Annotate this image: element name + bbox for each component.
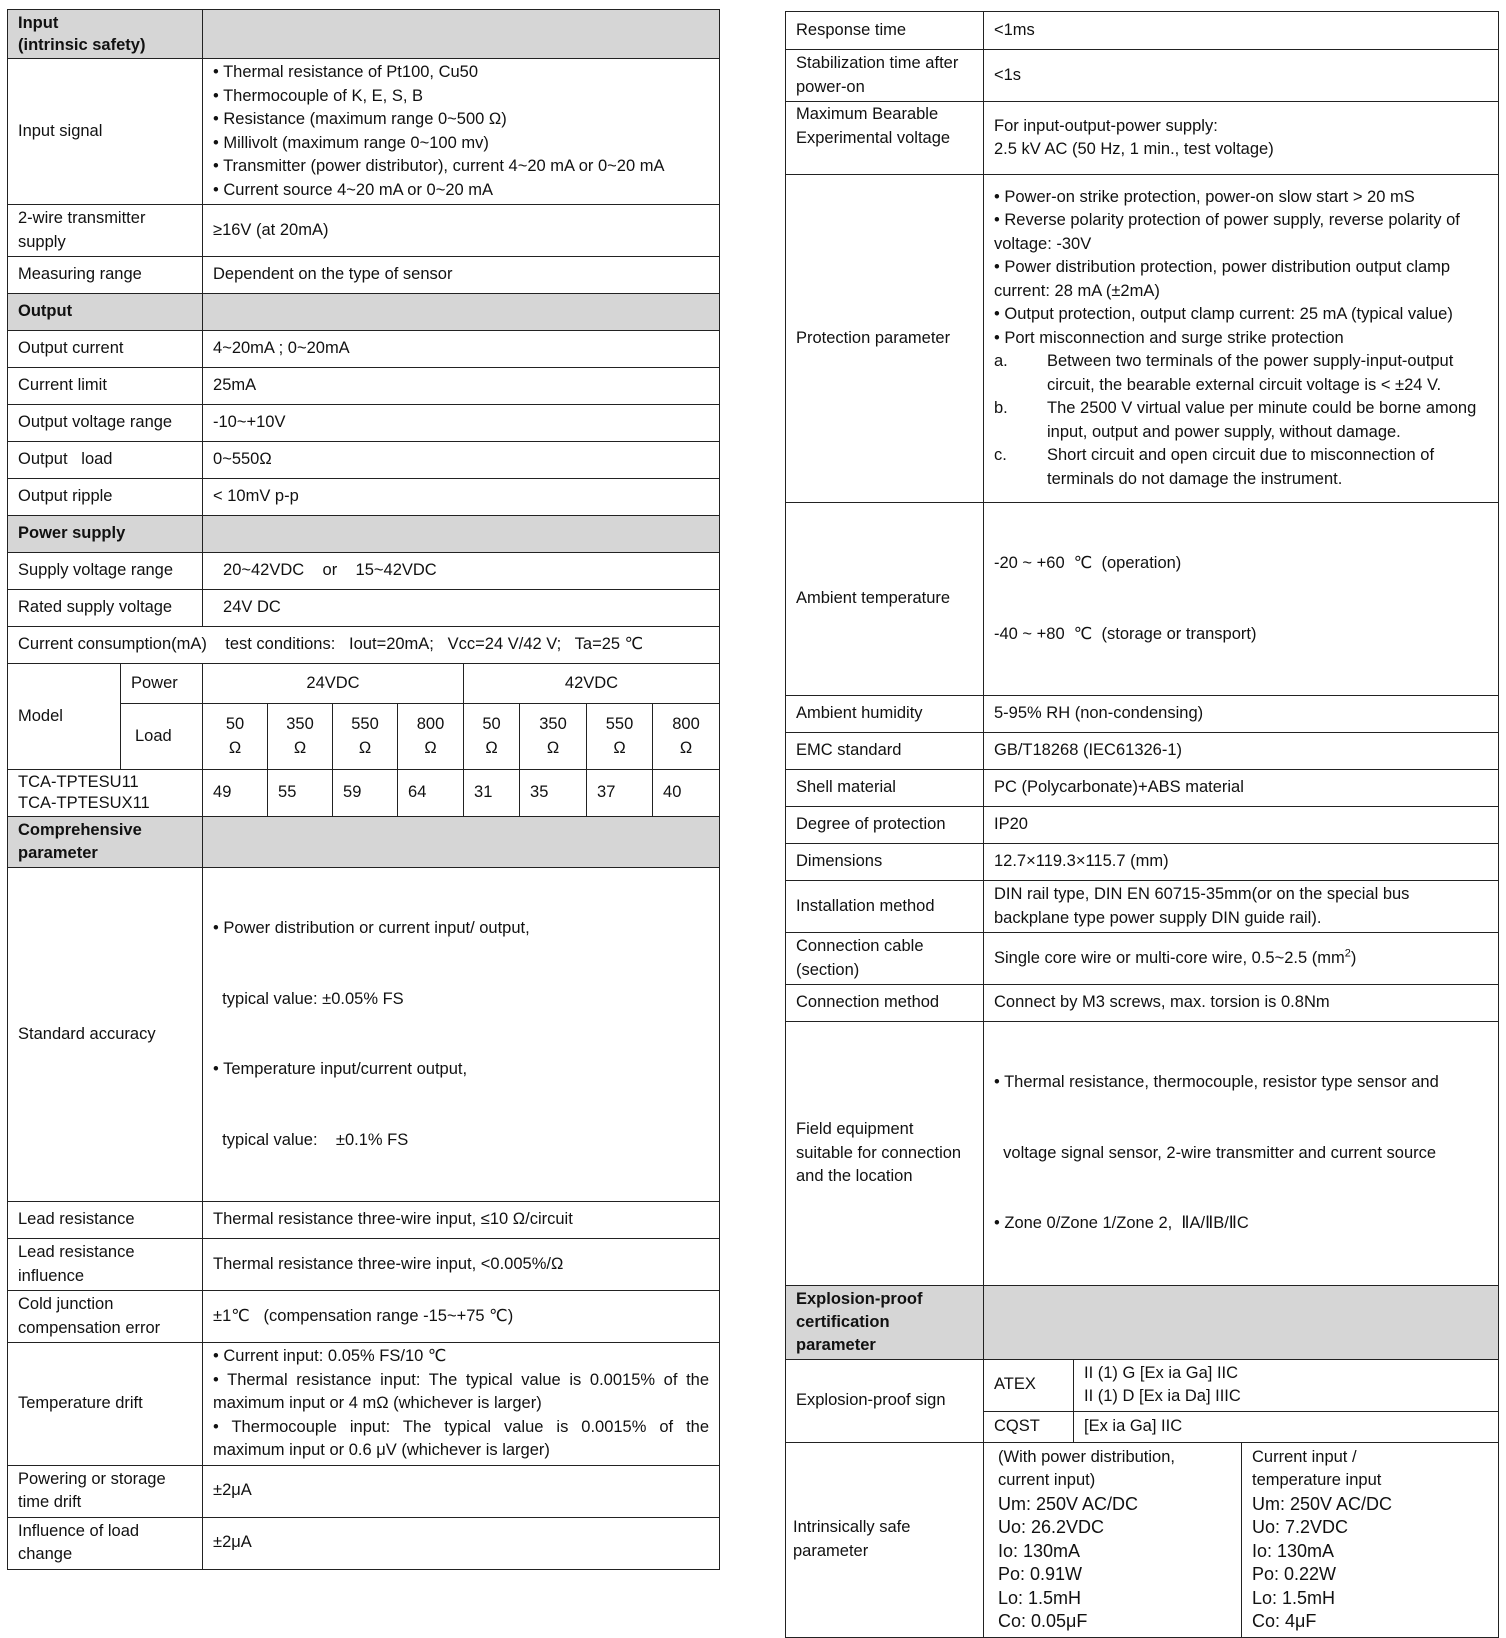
ex-sign-label: Explosion-proof sign (786, 1359, 984, 1442)
accuracy-line: • Temperature input/current output, (213, 1060, 468, 1078)
output-load-value: 0~550Ω (203, 442, 720, 479)
measuring-value: Dependent on the type of sensor (203, 257, 720, 294)
load-cell: 350 Ω (268, 704, 333, 770)
prot-line: • Power-on strike protection, power-on slow start > 20 mS (994, 187, 1415, 206)
output-header: Output (8, 294, 203, 331)
is-line: Lo: 1.5mH (998, 1587, 1082, 1608)
rated-label: Rated supply voltage (8, 590, 203, 627)
prot-sub-text: Short circuit and open circuit due to misconnection of terminals do not damage the instrument. (1047, 446, 1435, 488)
field-line: • Zone 0/Zone 1/Zone 2, ⅡA/ⅡB/ⅡC (994, 1214, 1249, 1232)
bear-line: For input-output-power supply: (994, 116, 1218, 135)
install-value: DIN rail type, DIN EN 60715-35mm(or on the special bus backplane type power supply DIN guide rail). (984, 881, 1499, 933)
accuracy-line: typical value: ±0.1% FS (213, 1130, 409, 1149)
consumption-value: 37 (587, 770, 653, 817)
atex-value (1074, 1359, 1499, 1411)
prot-sub-text: The 2500 V virtual value per minute could be borne among input, output and power supply, without damage. (1047, 399, 1477, 441)
ex-header: Explosion-proof certification parameter (786, 1285, 984, 1359)
is-line: Co: 4μF (1252, 1611, 1317, 1631)
load-infl-label: Influence of load change (8, 1517, 203, 1569)
is-line: (With power distribution, (998, 1447, 1175, 1466)
cable-label: Connection cable (section) (786, 933, 984, 985)
is-line: Um: 250V AC/DC (998, 1493, 1139, 1514)
consumption-value: 40 (653, 770, 720, 817)
bear-line: 2.5 kV AC (50 Hz, 1 min., test voltage) (994, 140, 1274, 158)
left-spec-table (7, 9, 720, 1570)
shell-label: Shell material (786, 770, 984, 807)
load-cell: 350 Ω (520, 704, 587, 770)
right-spec-table (785, 11, 1499, 1638)
current-limit-value: 25mA (203, 368, 720, 405)
humidity-label: Ambient humidity (786, 696, 984, 733)
is-line: current input) (998, 1471, 1096, 1489)
field-line: • Thermal resistance, thermocouple, resistor type sensor and (994, 1073, 1439, 1091)
field-list (984, 1022, 1499, 1286)
input-header: Input (intrinsic safety) (8, 10, 203, 59)
ip-value: IP20 (984, 807, 1499, 844)
rated-value: 24V DC (203, 590, 720, 627)
consumption-value: 49 (203, 770, 268, 817)
input-signal-item: • Thermocouple of K, E, S, B (213, 86, 424, 105)
emc-value: GB/T18268 (IEC61326-1) (984, 733, 1499, 770)
conn-label: Connection method (786, 985, 984, 1022)
drift-list (203, 1343, 720, 1466)
comp-header-blank (203, 817, 720, 868)
lead-infl-value: Thermal resistance three-wire input, <0.005%/Ω (203, 1239, 720, 1291)
is-line: Lo: 1.5mH (1252, 1587, 1336, 1608)
cqst-value: [Ex ia Ga] IIC (1074, 1411, 1499, 1442)
load-cell: 550 Ω (333, 704, 398, 770)
emc-label: EMC standard (786, 733, 984, 770)
prot-sub-text: Between two terminals of the power supply-input-output circuit, the bearable external circuit voltage is < ±24 V. (1047, 352, 1454, 394)
tx-supply-label: 2-wire transmitter supply (8, 205, 203, 257)
v24-header: 24VDC (203, 664, 464, 704)
output-current-value: 4~20mA ; 0~20mA (203, 331, 720, 368)
lead-infl-label: Lead resistance influence (8, 1239, 203, 1291)
drift-line: • Thermocouple input: The typical value is 0.0015% of the maximum input or 0.6 μV (whichever is larger) (213, 1417, 710, 1459)
drift-label: Temperature drift (8, 1343, 203, 1466)
ex-header-blank (984, 1285, 1499, 1359)
load-cell: 50 Ω (464, 704, 520, 770)
load-infl-value: ±2μA (203, 1517, 720, 1569)
output-current-label: Output current (8, 331, 203, 368)
output-ripple-value: < 10mV p-p (203, 479, 720, 516)
cqst-label: CQST (984, 1411, 1074, 1442)
prot-line: • Power distribution protection, power distribution output clamp current: 28 mA (±2mA) (994, 258, 1451, 300)
ip-label: Degree of protection (786, 807, 984, 844)
prot-list (984, 175, 1499, 503)
prot-sub-item (994, 444, 1488, 491)
input-signal-item: • Transmitter (power distributor), current 4~20 mA or 0~20 mA (213, 157, 665, 175)
accuracy-label: Standard accuracy (8, 868, 203, 1202)
load-cell: 800 Ω (653, 704, 720, 770)
atex-line: II (1) G [Ex ia Ga] IIC (1084, 1363, 1239, 1382)
power-drift-value: ±2μA (203, 1465, 720, 1517)
supply-range-label: Supply voltage range (8, 553, 203, 590)
drift-line: • Current input: 0.05% FS/10 ℃ (213, 1347, 447, 1365)
is-line: Io: 130mA (998, 1540, 1081, 1561)
accuracy-line: • Power distribution or current input/ output, (213, 919, 530, 937)
cold-value: ±1℃ (compensation range -15~+75 ℃) (203, 1291, 720, 1343)
consumption-value: 59 (333, 770, 398, 817)
consumption-value: 64 (398, 770, 464, 817)
install-label: Installation method (786, 881, 984, 933)
output-header-blank (203, 294, 720, 331)
v42-header: 42VDC (464, 664, 720, 704)
cable-value (984, 933, 1499, 985)
load-cell: 50 Ω (203, 704, 268, 770)
comp-header: Comprehensive parameter (8, 817, 203, 868)
cable-text: Single core wire or multi-core wire, 0.5~2.5 (mm (994, 948, 1345, 967)
prot-line: • Port misconnection and surge strike protection (994, 328, 1344, 347)
prot-sub-item (994, 350, 1488, 397)
prot-sub-tag: a. (994, 352, 1008, 371)
humidity-value: 5-95% RH (non-condensing) (984, 696, 1499, 733)
shell-value: PC (Polycarbonate)+ABS material (984, 770, 1499, 807)
prot-label: Protection parameter (786, 175, 984, 503)
stab-value: <1s (984, 50, 1499, 102)
load-label: Load (121, 704, 203, 770)
atex-label: ATEX (984, 1359, 1074, 1411)
is-line: Current input / (1252, 1447, 1357, 1466)
drift-line: • Thermal resistance input: The typical value is 0.0015% of the maximum input or 4 mΩ (whichever is larger) (213, 1370, 710, 1412)
is-line: Po: 0.91W (998, 1564, 1083, 1584)
power-label: Power (121, 664, 203, 704)
supply-range-value: 20~42VDC or 15~42VDC (203, 553, 720, 590)
model-label: Model (8, 664, 121, 770)
input-header-blank (203, 10, 720, 59)
prot-sub-item (994, 397, 1488, 444)
is-line: Co: 0.05μF (998, 1611, 1088, 1631)
consumption-conditions: Current consumption(mA) test conditions: Iout=20mA; Vcc=24 V/42 V; Ta=25 ℃ (8, 627, 720, 664)
output-ripple-label: Output ripple (8, 479, 203, 516)
model-names: TCA-TPTESU11 TCA-TPTESUX11 (8, 770, 203, 817)
amb-temp-label: Ambient temperature (786, 503, 984, 696)
power-header: Power supply (8, 516, 203, 553)
conn-value: Connect by M3 screws, max. torsion is 0.8Nm (984, 985, 1499, 1022)
amb-temp-line: -20 ~ +60 ℃ (operation) (994, 554, 1182, 572)
power-drift-label: Powering or storage time drift (8, 1465, 203, 1517)
amb-temp-line: -40 ~ +80 ℃ (storage or transport) (994, 624, 1257, 643)
field-label: Field equipment suitable for connection and the location (786, 1022, 984, 1286)
is-line: Po: 0.22W (1252, 1564, 1337, 1584)
input-signal-item: • Resistance (maximum range 0~500 Ω) (213, 110, 507, 128)
output-voltage-label: Output voltage range (8, 405, 203, 442)
consumption-value: 31 (464, 770, 520, 817)
is-line: temperature input (1252, 1471, 1382, 1489)
response-value: <1ms (984, 12, 1499, 50)
prot-sub-tag: c. (994, 446, 1007, 465)
input-signal-item: • Thermal resistance of Pt100, Cu50 (213, 63, 479, 81)
prot-line: • Reverse polarity protection of power supply, reverse polarity of voltage: -30V (994, 211, 1460, 253)
atex-line: II (1) D [Ex ia Da] IIIC (1084, 1387, 1241, 1405)
lead-value: Thermal resistance three-wire input, ≤10 Ω/circuit (203, 1202, 720, 1239)
consumption-value: 55 (268, 770, 333, 817)
dim-label: Dimensions (786, 844, 984, 881)
is-line: Uo: 7.2VDC (1252, 1517, 1349, 1537)
field-line: voltage signal sensor, 2-wire transmitter and current source (994, 1143, 1437, 1162)
response-label: Response time (786, 12, 984, 50)
load-cell: 550 Ω (587, 704, 653, 770)
bear-value (984, 102, 1499, 175)
prot-line: • Output protection, output clamp current: 25 mA (typical value) (994, 305, 1453, 324)
cable-end: ) (1350, 948, 1357, 967)
input-signal-label: Input signal (8, 59, 203, 205)
consumption-value: 35 (520, 770, 587, 817)
output-voltage-value: -10~+10V (203, 405, 720, 442)
is-col-distribution (984, 1442, 1242, 1637)
is-label: Intrinsically safe parameter (786, 1442, 984, 1637)
stab-label: Stabilization time after power-on (786, 50, 984, 102)
load-cell: 800 Ω (398, 704, 464, 770)
accuracy-list (203, 868, 720, 1202)
cold-label: Cold junction compensation error (8, 1291, 203, 1343)
tx-supply-value: ≥16V (at 20mA) (203, 205, 720, 257)
cable-sup: 2 (1344, 947, 1351, 960)
dim-value: 12.7×119.3×115.7 (mm) (984, 844, 1499, 881)
output-load-label: Output load (8, 442, 203, 479)
is-line: Uo: 26.2VDC (998, 1517, 1105, 1537)
amb-temp-value (984, 503, 1499, 696)
input-signal-item: • Millivolt (maximum range 0~100 mv) (213, 133, 489, 152)
is-line: Um: 250V AC/DC (1252, 1493, 1393, 1514)
input-signal-item: • Current source 4~20 mA or 0~20 mA (213, 180, 494, 199)
is-col-current (1242, 1442, 1499, 1637)
is-line: Io: 130mA (1252, 1540, 1335, 1561)
input-signal-list (203, 59, 720, 205)
lead-label: Lead resistance (8, 1202, 203, 1239)
bear-label: Maximum Bearable Experimental voltage (786, 102, 984, 175)
prot-sub-tag: b. (994, 399, 1008, 418)
current-limit-label: Current limit (8, 368, 203, 405)
accuracy-line: typical value: ±0.05% FS (213, 989, 404, 1008)
power-header-blank (203, 516, 720, 553)
measuring-label: Measuring range (8, 257, 203, 294)
